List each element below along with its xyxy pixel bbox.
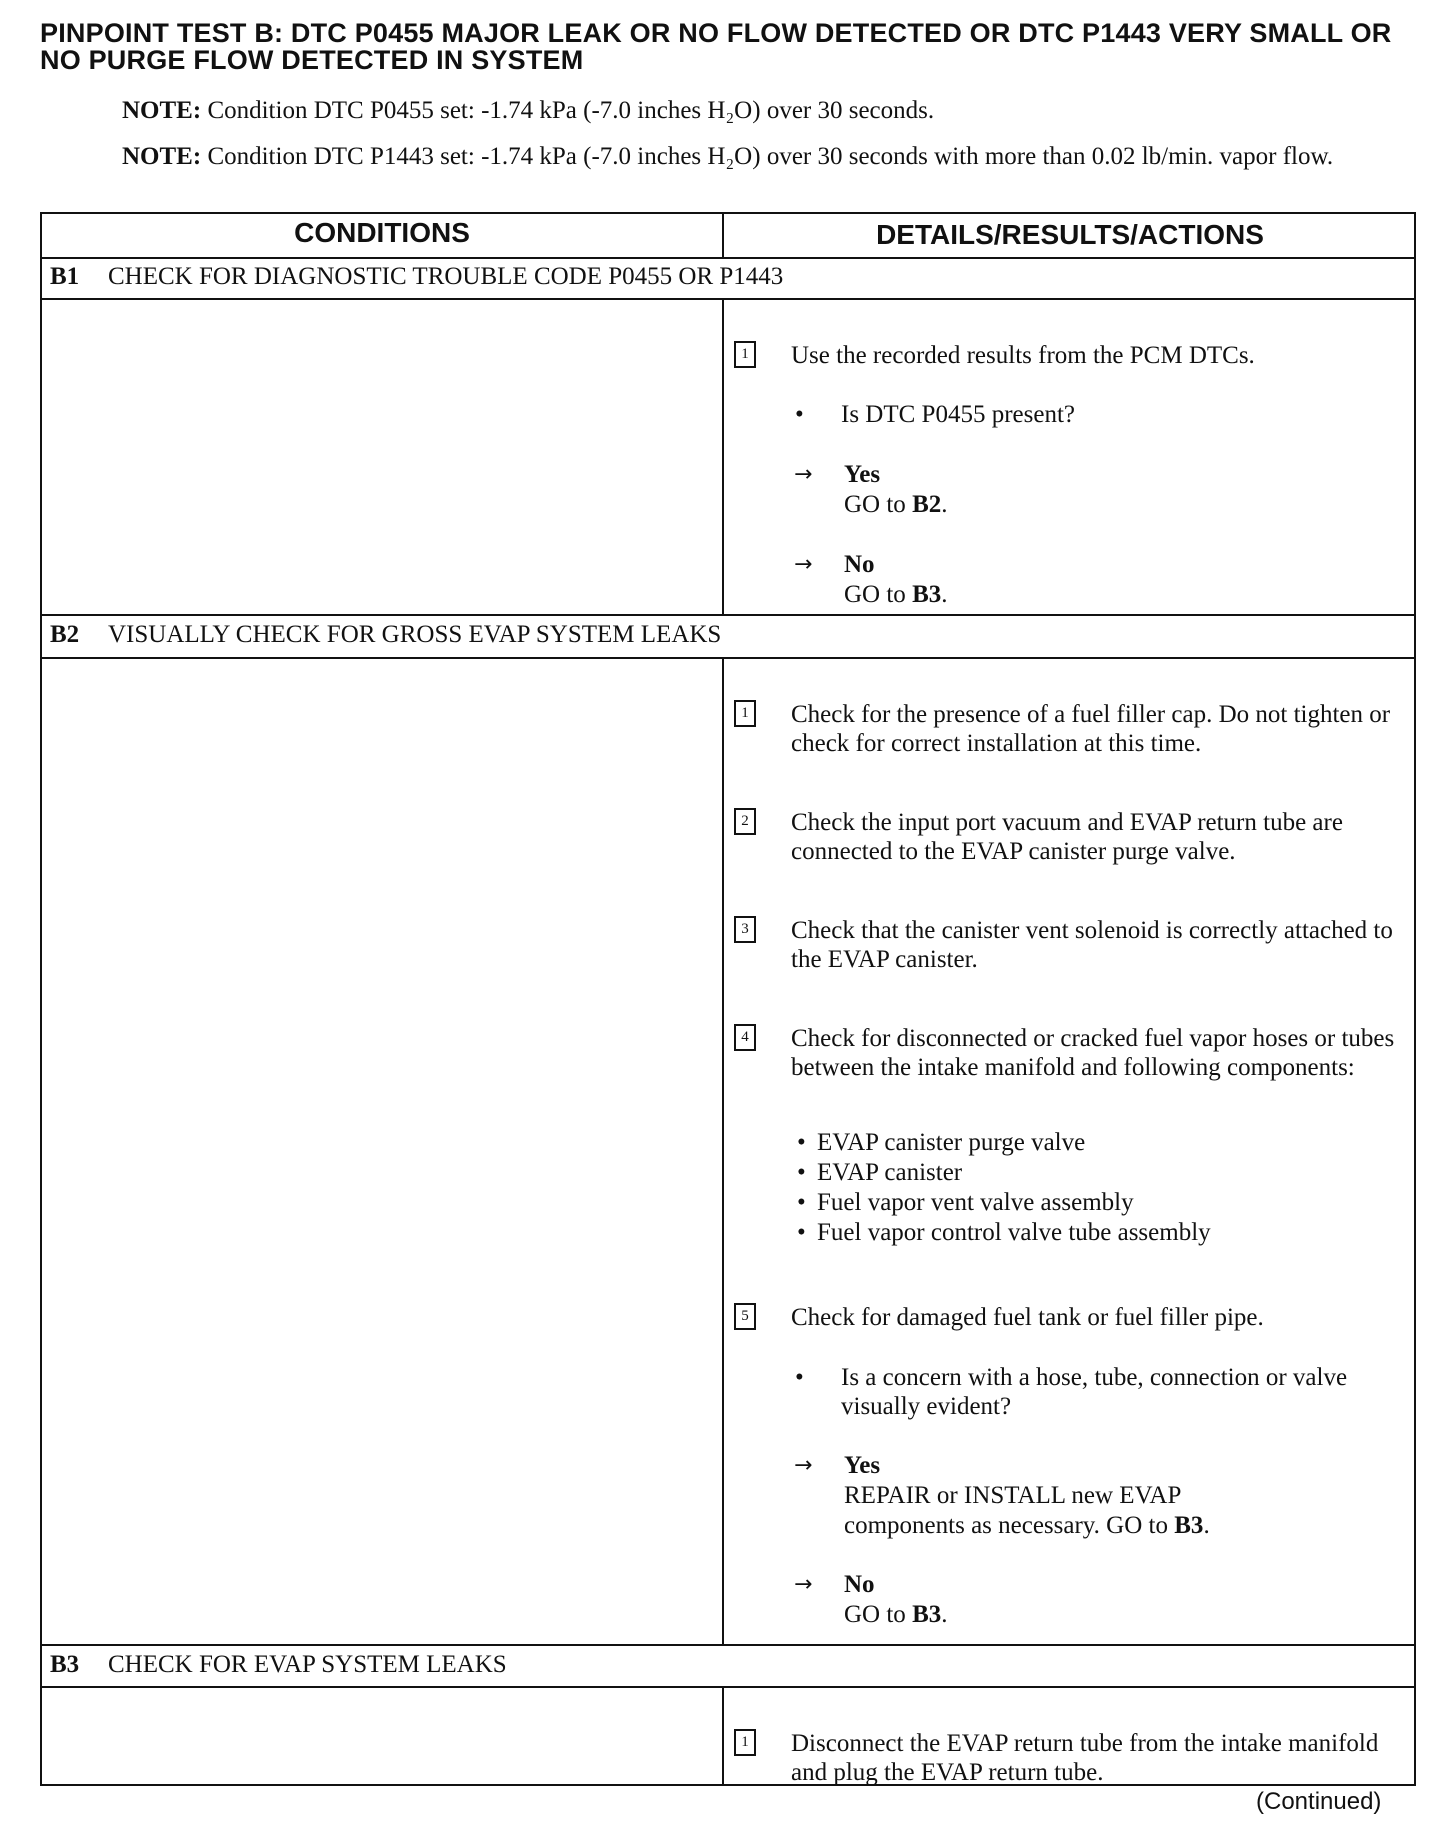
column-divider [722, 298, 724, 614]
step-number-box: 3 [734, 916, 756, 943]
row-divider [42, 298, 1414, 300]
answer-action-suffix: . [941, 581, 948, 608]
column-divider [722, 657, 724, 1644]
step-number-box: 4 [734, 1024, 756, 1051]
answer-label: No [844, 1571, 875, 1598]
row-divider [42, 257, 1414, 259]
column-header-details: DETAILS/RESULTS/ACTIONS [876, 219, 1264, 250]
step-title-b2 [50, 620, 721, 650]
goto-target: B3 [912, 581, 942, 608]
goto-target: B3 [1174, 1512, 1204, 1539]
step-item-text: Check for the presence of a fuel filler cap. Do not tighten or check for correct installation at this time. [791, 701, 1391, 757]
row-divider [42, 1686, 1414, 1688]
step-id: B3 [50, 1651, 80, 1678]
step-title-text: CHECK FOR EVAP SYSTEM LEAKS [108, 1651, 507, 1678]
goto-target: B3 [912, 1601, 942, 1628]
answer-label: No [844, 551, 875, 578]
answer-label: Yes [844, 1452, 881, 1479]
list-item: • Fuel vapor vent valve assembly [795, 1188, 1395, 1218]
answer-label: Yes [844, 461, 881, 488]
step-item-text: Use the recorded results from the PCM DTCs. [791, 342, 1255, 369]
step-number-box: 5 [734, 1303, 756, 1330]
arrow-right-icon: → [794, 552, 813, 577]
step-item-text: Check for damaged fuel tank or fuel filler pipe. [791, 1304, 1264, 1331]
step-item-text: Disconnect the EVAP return tube from the intake manifold and plug the EVAP return tube. [791, 1730, 1379, 1786]
note-text: Condition DTC P1443 set: -1.74 kPa (-7.0 inches H₂O) over 30 seconds with more than 0.02 lb/min. vapor flow. [207, 143, 1334, 170]
note-text: Condition DTC P0455 set: -1.74 kPa (-7.0 inches H₂O) over 30 seconds. [207, 97, 935, 124]
column-divider [722, 214, 724, 257]
step-number-box: 1 [734, 700, 756, 727]
list-item: • EVAP canister [795, 1158, 1395, 1188]
goto-target: B2 [912, 491, 942, 518]
row-divider [42, 657, 1414, 659]
step-number-box: 1 [734, 341, 756, 368]
continued-label: (Continued) [1256, 1788, 1382, 1815]
row-divider [42, 614, 1414, 616]
answer-action-suffix: . [1203, 1512, 1210, 1539]
note-label: NOTE: [122, 97, 202, 124]
question-text: Is a concern with a hose, tube, connection or valve visually evident? [841, 1364, 1348, 1420]
answer-action: GO to [844, 1601, 913, 1628]
answer-action-suffix: . [941, 1601, 948, 1628]
arrow-right-icon: → [794, 462, 813, 487]
list-item: • Fuel vapor control valve tube assembly [795, 1218, 1395, 1248]
column-header-conditions: CONDITIONS [294, 217, 470, 248]
step-item-text: Check for disconnected or cracked fuel vapor hoses or tubes between the intake manifold and following components: [791, 1025, 1395, 1081]
step-title-b3 [50, 1650, 507, 1680]
answer-action: GO to [844, 581, 913, 608]
row-divider [42, 1644, 1414, 1646]
answer-action: REPAIR or INSTALL new EVAP components as necessary. GO to [844, 1482, 1181, 1539]
step-item-text: Check that the canister vent solenoid is correctly attached to the EVAP canister. [791, 917, 1393, 973]
step-number-box: 2 [734, 808, 756, 835]
note-label: NOTE: [122, 143, 202, 170]
list-item: • EVAP canister purge valve [795, 1128, 1395, 1158]
bullet-icon: • [795, 401, 804, 428]
arrow-right-icon: → [794, 1453, 813, 1478]
arrow-right-icon: → [794, 1572, 813, 1597]
step-number-box: 1 [734, 1729, 756, 1756]
step-title-text: CHECK FOR DIAGNOSTIC TROUBLE CODE P0455 OR P1443 [108, 263, 784, 290]
step-item-text: Check the input port vacuum and EVAP return tube are connected to the EVAP canister purge valve. [791, 809, 1343, 865]
pinpoint-test-table [40, 212, 1416, 1786]
column-divider [722, 1686, 724, 1786]
step-title-text: VISUALLY CHECK FOR GROSS EVAP SYSTEM LEAKS [108, 621, 722, 648]
note-p1443 [122, 142, 1362, 171]
step-id: B2 [50, 621, 80, 648]
bullet-icon: • [795, 1364, 804, 1391]
page-title: PINPOINT TEST B: DTC P0455 MAJOR LEAK OR NO FLOW DETECTED OR DTC P1443 VERY SMALL OR NO PURGE FLOW DETECTED IN SYSTEM [40, 18, 1392, 75]
question-text: Is DTC P0455 present? [841, 401, 1075, 428]
step-title-b1 [50, 262, 783, 292]
component-list [795, 1128, 1395, 1248]
answer-action-suffix: . [941, 491, 948, 518]
note-p0455 [122, 96, 1362, 125]
answer-action: GO to [844, 491, 913, 518]
step-id: B1 [50, 263, 80, 290]
